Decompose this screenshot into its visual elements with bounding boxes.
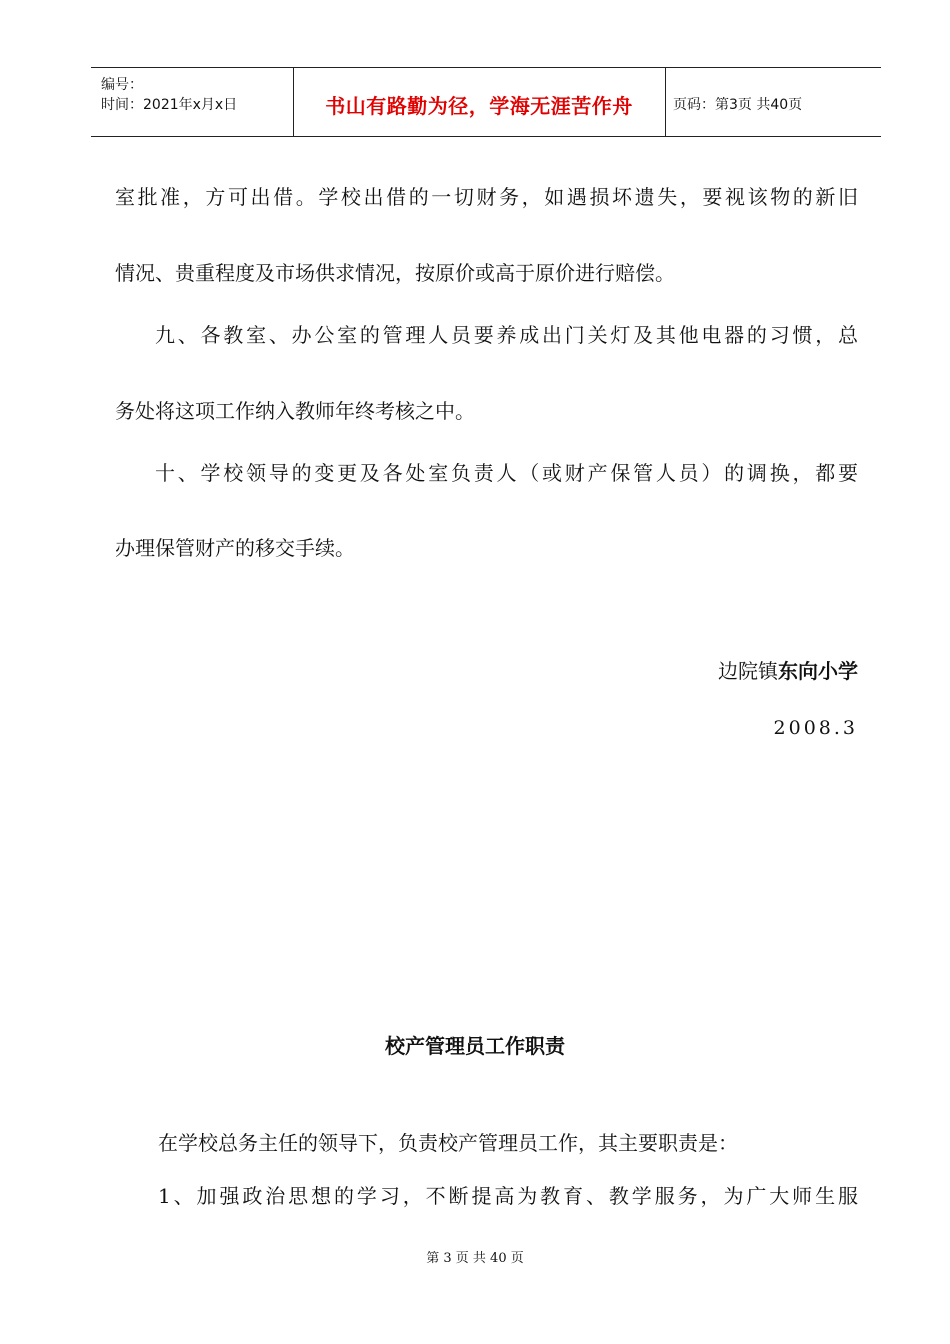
intro-line: 在学校总务主任的领导下，负责校产管理员工作，其主要职责是： (158, 1131, 738, 1155)
signature-name: 东向小学 (778, 659, 858, 683)
signature-prefix: 边院镇 (718, 659, 778, 683)
signature (718, 655, 858, 684)
header-page-cell (665, 68, 881, 136)
header-motto-cell (293, 68, 666, 136)
header-info-cell (91, 68, 294, 136)
page-label: 页码：第3页 共40页 (673, 97, 803, 113)
serial-label: 编号： (101, 77, 143, 93)
page-header (91, 67, 881, 137)
body-line-4: 务处将这项工作纳入教师年终考核之中。 (115, 399, 475, 423)
body-line-3: 九、各教室、办公室的管理人员要养成出门关灯及其他电器的习惯，总 (155, 323, 858, 347)
signature-date: 2008.3 (773, 717, 858, 739)
body-line-2: 情况、贵重程度及市场供求情况，按原价或高于原价进行赔偿。 (115, 261, 675, 285)
motto: 书山有路勤为径，学海无涯苦作舟 (325, 94, 633, 118)
body-line-1: 室批准，方可出借。学校出借的一切财务，如遇损坏遗失，要视该物的新旧 (115, 185, 858, 209)
section-title: 校产管理员工作职责 (385, 1034, 565, 1058)
body-line-5: 十、学校领导的变更及各处室负责人（或财产保管人员）的调换，都要 (155, 461, 858, 485)
page-footer: 第 3 页 共 40 页 (426, 1251, 524, 1266)
item-1-line: 1、加强政治思想的学习，不断提高为教育、教学服务，为广大师生服 (158, 1184, 858, 1208)
time-label: 时间：2021年x月x日 (101, 97, 238, 113)
body-line-6: 办理保管财产的移交手续。 (115, 536, 355, 560)
